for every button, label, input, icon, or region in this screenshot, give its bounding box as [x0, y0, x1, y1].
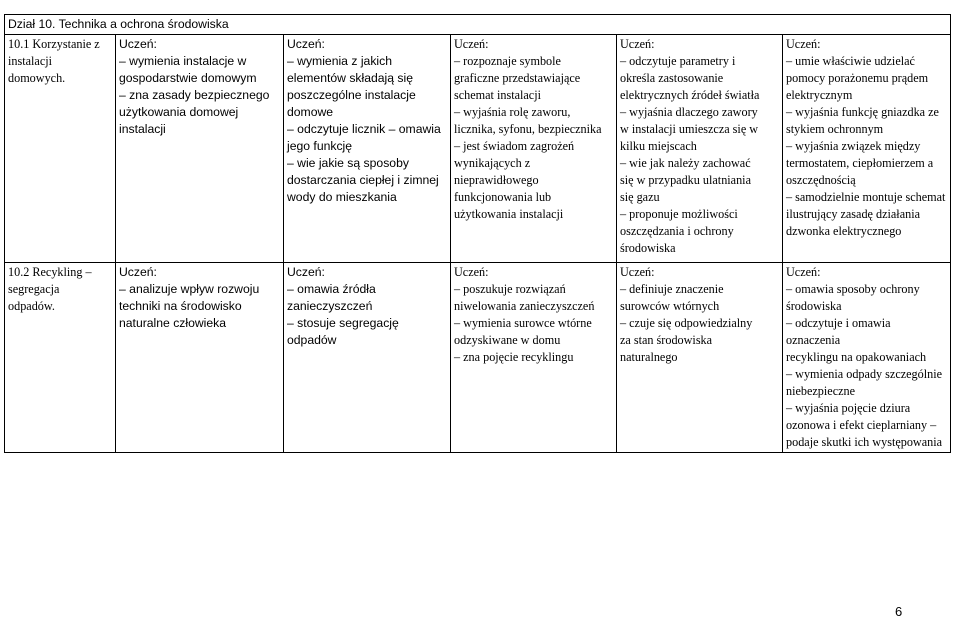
- cell-label: Uczeń:: [119, 265, 157, 279]
- requirement-line: techniki na środowisko: [119, 299, 242, 313]
- requirement-line: kilku miejscach: [620, 139, 697, 153]
- topic-line: instalacji: [8, 54, 52, 68]
- requirement-cell: [783, 35, 951, 263]
- section-title: Dział 10. Technika a ochrona środowiska: [5, 15, 951, 35]
- requirement-line: – definiuje znaczenie: [620, 282, 724, 296]
- cell-label: Uczeń:: [786, 265, 821, 279]
- requirement-line: jego funkcję: [287, 139, 353, 153]
- requirement-line: – odczytuje licznik – omawia: [287, 122, 441, 136]
- topic-line: 10.2 Recykling –: [8, 265, 92, 279]
- requirement-line: – samodzielnie montuje schemat: [786, 190, 946, 204]
- requirement-line: recyklingu na opakowaniach: [786, 350, 927, 364]
- cell-label: Uczeń:: [454, 265, 489, 279]
- requirement-line: poszczególne instalacje: [287, 88, 416, 102]
- requirement-line: schemat instalacji: [454, 88, 541, 102]
- requirement-line: nieprawidłowego: [454, 173, 539, 187]
- requirement-line: – wymienia surowce wtórne: [454, 316, 592, 330]
- requirement-line: funkcjonowania lub: [454, 190, 552, 204]
- curriculum-table: [4, 14, 951, 453]
- requirement-cell: [451, 35, 617, 263]
- cell-label: Uczeń:: [454, 37, 489, 51]
- requirement-line: – zna pojęcie recyklingu: [454, 350, 574, 364]
- requirement-line: naturalne człowieka: [119, 316, 227, 330]
- requirement-cell: [617, 35, 783, 263]
- requirement-line: – umie właściwie udzielać: [786, 54, 915, 68]
- requirement-line: surowców wtórnych: [620, 299, 720, 313]
- section-header-row: [5, 15, 951, 35]
- requirement-line: wynikających z: [454, 156, 531, 170]
- requirement-line: instalacji: [119, 122, 166, 136]
- requirement-line: środowiska: [620, 241, 676, 255]
- cell-label: Uczeń:: [287, 265, 325, 279]
- requirement-line: ozonowa i efekt cieplarniany –: [786, 418, 937, 432]
- requirement-line: elektrycznym: [786, 88, 853, 102]
- requirement-line: podaje skutki ich występowania: [786, 435, 943, 449]
- requirement-line: – wyjaśnia rolę zaworu,: [454, 105, 571, 119]
- requirement-line: dzwonka elektrycznego: [786, 224, 902, 238]
- topic-line: 10.1 Korzystanie z: [8, 37, 100, 51]
- requirement-line: zanieczyszczeń: [287, 299, 373, 313]
- page-number: 6: [895, 604, 903, 619]
- requirement-line: – zna zasady bezpiecznego: [119, 88, 270, 102]
- cell-label: Uczeń:: [786, 37, 821, 51]
- requirement-cell: [617, 263, 783, 453]
- requirement-line: – wymienia z jakich: [287, 54, 392, 68]
- requirement-line: się w przypadku ulatniania: [620, 173, 751, 187]
- requirement-cell: [783, 263, 951, 453]
- requirement-line: – proponuje możliwości: [620, 207, 738, 221]
- requirement-line: niwelowania zanieczyszczeń: [454, 299, 595, 313]
- requirement-cell: [284, 263, 451, 453]
- requirement-line: się gazu: [620, 190, 660, 204]
- requirement-line: w instalacji umieszcza się w: [620, 122, 759, 136]
- requirement-line: – odczytuje parametry i: [620, 54, 736, 68]
- requirement-line: oszczędnością: [786, 173, 856, 187]
- requirement-line: termostatem, ciepłomierzem a: [786, 156, 934, 170]
- requirement-line: – stosuje segregację odpadów: [287, 316, 399, 347]
- requirement-line: – poszukuje rozwiązań: [454, 282, 566, 296]
- requirement-line: określa zastosowanie: [620, 71, 724, 85]
- requirement-line: – wyjaśnia pojęcie dziura: [786, 401, 911, 415]
- requirement-line: – omawia źródła: [287, 282, 376, 296]
- requirement-line: odzyskiwane w domu: [454, 333, 561, 347]
- requirement-line: oszczędzania i ochrony: [620, 224, 734, 238]
- requirement-line: – jest świadom zagrożeń: [454, 139, 575, 153]
- table-row: [5, 35, 951, 263]
- requirement-line: elementów składają się: [287, 71, 414, 85]
- requirement-cell: [116, 263, 284, 453]
- requirement-line: środowiska: [786, 299, 842, 313]
- requirement-line: – czuje się odpowiedzialny: [620, 316, 753, 330]
- table-row: [5, 263, 951, 453]
- requirement-line: – analizuje wpływ rozwoju: [119, 282, 260, 296]
- requirement-line: wody do mieszkania: [287, 190, 397, 204]
- requirement-line: domowe: [287, 105, 334, 119]
- requirement-line: użytkowania instalacji: [454, 207, 564, 221]
- requirement-line: użytkowania domowej: [119, 105, 239, 119]
- requirement-line: – wyjaśnia związek między: [786, 139, 921, 153]
- requirement-line: dostarczania ciepłej i zimnej: [287, 173, 439, 187]
- requirement-line: pomocy porażonemu prądem: [786, 71, 929, 85]
- requirement-line: – rozpoznaje symbole: [454, 54, 561, 68]
- requirement-line: naturalnego: [620, 350, 678, 364]
- requirement-line: graficzne przedstawiające: [454, 71, 581, 85]
- requirement-line: ilustrujący zasadę działania: [786, 207, 920, 221]
- topic-line: odpadów.: [8, 299, 55, 313]
- topic-cell: [5, 35, 116, 263]
- requirement-line: niebezpieczne: [786, 384, 856, 398]
- cell-label: Uczeń:: [620, 37, 655, 51]
- requirement-line: – wyjaśnia dlaczego zawory: [620, 105, 758, 119]
- cell-label: Uczeń:: [287, 37, 325, 51]
- requirement-line: – wymienia instalacje w: [119, 54, 247, 68]
- cell-label: Uczeń:: [119, 37, 157, 51]
- topic-line: segregacja: [8, 282, 60, 296]
- topic-line: domowych.: [8, 71, 66, 85]
- requirement-line: – omawia sposoby ochrony: [786, 282, 920, 296]
- requirement-line: licznika, syfonu, bezpiecznika: [454, 122, 602, 136]
- requirement-line: za stan środowiska: [620, 333, 713, 347]
- requirement-line: – odczytuje i omawia oznaczenia: [786, 316, 891, 347]
- requirement-cell: [284, 35, 451, 263]
- requirement-cell: [116, 35, 284, 263]
- requirement-line: – wie jak należy zachować: [620, 156, 751, 170]
- requirement-line: – wymienia odpady szczególnie: [786, 367, 943, 381]
- requirement-line: gospodarstwie domowym: [119, 71, 257, 85]
- requirement-line: elektrycznych źródeł światła: [620, 88, 760, 102]
- requirement-line: stykiem ochronnym: [786, 122, 884, 136]
- requirement-line: – wyjaśnia funkcję gniazdka ze: [786, 105, 939, 119]
- requirement-cell: [451, 263, 617, 453]
- cell-label: Uczeń:: [620, 265, 655, 279]
- requirement-line: – wie jakie są sposoby: [287, 156, 409, 170]
- topic-cell: [5, 263, 116, 453]
